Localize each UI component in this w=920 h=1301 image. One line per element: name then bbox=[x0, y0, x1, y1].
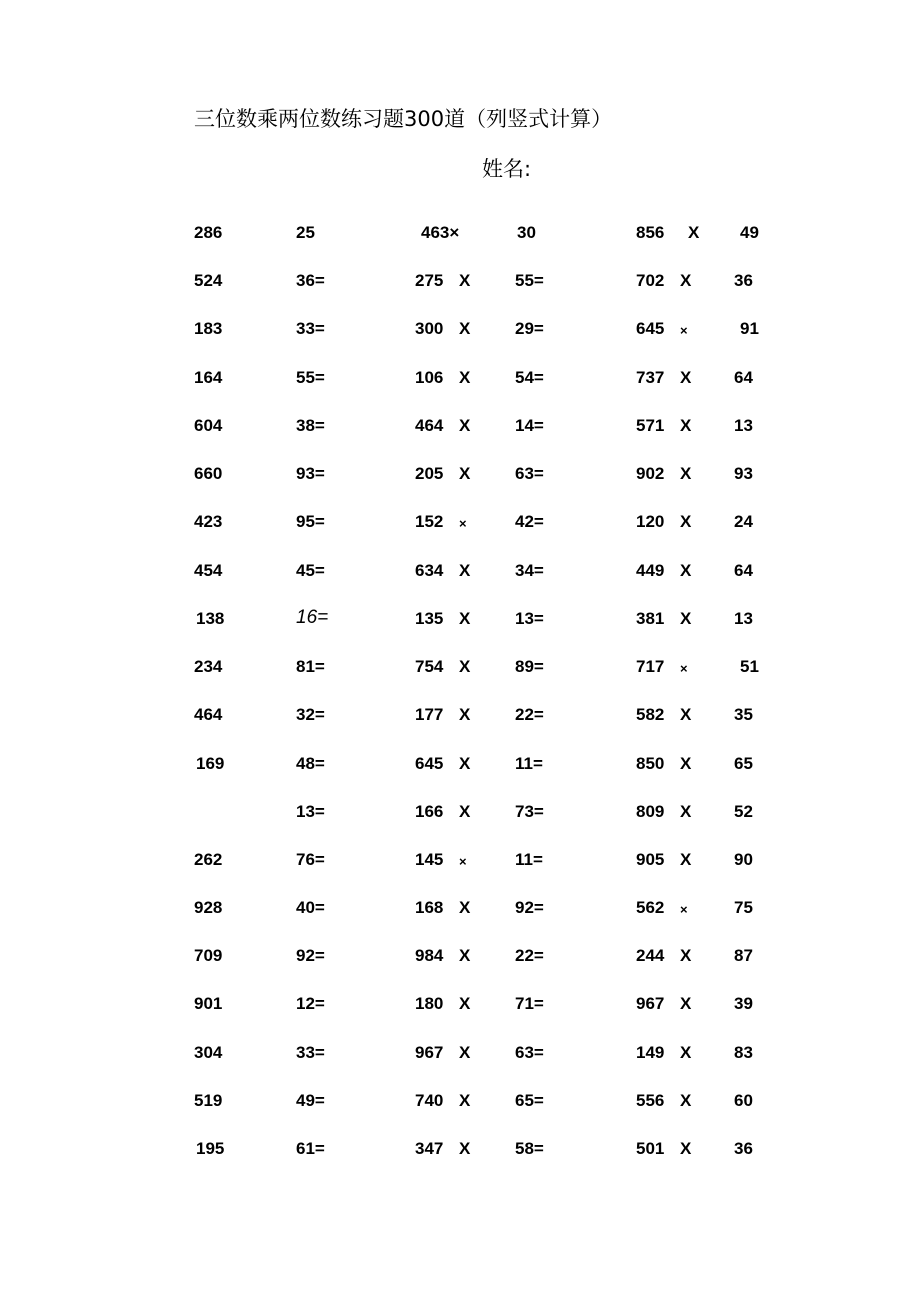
multiplier-1: 16= bbox=[296, 607, 329, 628]
multiplicand-1: 709 bbox=[194, 946, 223, 965]
multiplicand-1: 660 bbox=[194, 464, 223, 483]
multiplicand-1: 454 bbox=[194, 561, 223, 580]
multiplier-3: 83 bbox=[734, 1043, 753, 1062]
times-sign-2: X bbox=[459, 946, 471, 965]
multiplicand-3: 562 bbox=[636, 898, 665, 917]
multiplier-2: 11= bbox=[515, 754, 543, 773]
multiplicand-1: 464 bbox=[194, 705, 223, 724]
multiplier-2: 34= bbox=[515, 561, 544, 580]
times-sign-2: X bbox=[459, 416, 471, 435]
multiplier-3: 13 bbox=[734, 416, 753, 435]
times-sign-3: X bbox=[680, 416, 692, 435]
times-sign-3: X bbox=[688, 223, 700, 242]
multiplicand-3: 149 bbox=[636, 1043, 665, 1062]
name-label: 姓名: bbox=[482, 157, 532, 181]
multiplicand-3: 850 bbox=[636, 754, 665, 773]
multiplicand-1: 262 bbox=[194, 850, 223, 869]
times-sign-2: X bbox=[459, 802, 471, 821]
multiplier-2: 54= bbox=[515, 368, 544, 387]
times-sign-2: X bbox=[459, 1091, 471, 1110]
multiplicand-3: 645 bbox=[636, 319, 665, 338]
multiplicand-1: 519 bbox=[194, 1091, 223, 1110]
multiplier-3: 64 bbox=[734, 368, 753, 387]
multiplier-2: 71= bbox=[515, 994, 544, 1013]
multiplier-1: 92= bbox=[296, 946, 325, 965]
multiplicand-3: 902 bbox=[636, 464, 665, 483]
times-sign-2: X bbox=[459, 994, 471, 1013]
multiplicand-2: 168 bbox=[415, 898, 444, 917]
times-sign-2: X bbox=[459, 705, 471, 724]
times-sign-2: X bbox=[459, 561, 471, 580]
multiplier-1: 33= bbox=[296, 1043, 325, 1062]
multiplier-3: 60 bbox=[734, 1091, 753, 1110]
times-sign-2: X bbox=[459, 1043, 471, 1062]
times-sign-3: X bbox=[680, 850, 692, 869]
exercise-row bbox=[0, 319, 920, 349]
multiplicand-1: 138 bbox=[196, 609, 225, 628]
multiplicand-3: 244 bbox=[636, 946, 665, 965]
multiplier-3: 91 bbox=[740, 319, 759, 338]
times-sign-2: × bbox=[459, 854, 467, 869]
times-sign-2: X bbox=[459, 657, 471, 676]
times-sign-3: X bbox=[680, 464, 692, 483]
exercise-row bbox=[0, 1043, 920, 1073]
multiplier-3: 75 bbox=[734, 898, 753, 917]
multiplier-2: 29= bbox=[515, 319, 544, 338]
multiplicand-2: 205 bbox=[415, 464, 444, 483]
times-sign-2: X bbox=[459, 609, 471, 628]
times-sign-3: X bbox=[680, 1139, 692, 1158]
multiplier-2: 92= bbox=[515, 898, 544, 917]
times-sign-2: X bbox=[459, 898, 471, 917]
multiplicand-2: 967 bbox=[415, 1043, 444, 1062]
multiplicand-2: 177 bbox=[415, 705, 444, 724]
times-sign-2: X bbox=[459, 368, 471, 387]
multiplicand-2: 464 bbox=[415, 416, 444, 435]
multiplier-1: 13= bbox=[296, 802, 325, 821]
multiplicand-2: 463× bbox=[421, 223, 460, 242]
multiplicand-2: 145 bbox=[415, 850, 444, 869]
multiplier-3: 36 bbox=[734, 1139, 753, 1158]
multiplicand-2: 984 bbox=[415, 946, 444, 965]
multiplicand-1: 524 bbox=[194, 271, 223, 290]
times-sign-3: X bbox=[680, 802, 692, 821]
exercise-row bbox=[0, 1139, 920, 1169]
multiplicand-3: 582 bbox=[636, 705, 665, 724]
multiplicand-3: 501 bbox=[636, 1139, 665, 1158]
multiplicand-1: 183 bbox=[194, 319, 223, 338]
exercise-row bbox=[0, 609, 920, 639]
multiplier-2: 22= bbox=[515, 705, 544, 724]
multiplier-2: 63= bbox=[515, 464, 544, 483]
multiplier-2: 73= bbox=[515, 802, 544, 821]
multiplicand-1: 169 bbox=[196, 754, 225, 773]
multiplicand-2: 740 bbox=[415, 1091, 444, 1110]
multiplier-2: 13= bbox=[515, 609, 544, 628]
multiplier-3: 13 bbox=[734, 609, 753, 628]
multiplier-1: 12= bbox=[296, 994, 325, 1013]
times-sign-2: X bbox=[459, 1139, 471, 1158]
multiplicand-2: 347 bbox=[415, 1139, 444, 1158]
times-sign-3: X bbox=[680, 1043, 692, 1062]
times-sign-3: X bbox=[680, 561, 692, 580]
multiplier-3: 51 bbox=[740, 657, 759, 676]
multiplier-2: 65= bbox=[515, 1091, 544, 1110]
multiplier-1: 33= bbox=[296, 319, 325, 338]
multiplier-2: 89= bbox=[515, 657, 544, 676]
times-sign-3: X bbox=[680, 271, 692, 290]
multiplier-1: 81= bbox=[296, 657, 325, 676]
multiplier-1: 36= bbox=[296, 271, 325, 290]
exercise-row bbox=[0, 994, 920, 1024]
multiplier-1: 32= bbox=[296, 705, 325, 724]
multiplicand-2: 754 bbox=[415, 657, 444, 676]
multiplier-2: 55= bbox=[515, 271, 544, 290]
multiplicand-3: 809 bbox=[636, 802, 665, 821]
multiplicand-2: 645 bbox=[415, 754, 444, 773]
times-sign-3: X bbox=[680, 754, 692, 773]
multiplier-3: 24 bbox=[734, 512, 753, 531]
times-sign-2: X bbox=[459, 319, 471, 338]
times-sign-3: X bbox=[680, 1091, 692, 1110]
multiplicand-1: 286 bbox=[194, 223, 223, 242]
multiplicand-1: 164 bbox=[194, 368, 223, 387]
times-sign-3: × bbox=[680, 661, 688, 676]
exercise-row bbox=[0, 705, 920, 735]
multiplier-2: 14= bbox=[515, 416, 544, 435]
exercise-row bbox=[0, 946, 920, 976]
multiplicand-1: 195 bbox=[196, 1139, 225, 1158]
multiplicand-1: 234 bbox=[194, 657, 223, 676]
multiplicand-3: 120 bbox=[636, 512, 665, 531]
exercise-row bbox=[0, 464, 920, 494]
multiplier-3: 36 bbox=[734, 271, 753, 290]
multiplier-3: 35 bbox=[734, 705, 753, 724]
multiplier-1: 25 bbox=[296, 223, 315, 242]
multiplier-2: 63= bbox=[515, 1043, 544, 1062]
exercise-row bbox=[0, 561, 920, 591]
multiplier-1: 61= bbox=[296, 1139, 325, 1158]
multiplicand-3: 856 bbox=[636, 223, 665, 242]
multiplier-1: 48= bbox=[296, 754, 325, 773]
multiplicand-3: 381 bbox=[636, 609, 665, 628]
multiplicand-1: 304 bbox=[194, 1043, 223, 1062]
exercise-row bbox=[0, 271, 920, 301]
times-sign-2: X bbox=[459, 271, 471, 290]
exercise-row bbox=[0, 802, 920, 832]
multiplicand-3: 905 bbox=[636, 850, 665, 869]
times-sign-2: X bbox=[459, 754, 471, 773]
multiplicand-2: 152 bbox=[415, 512, 444, 531]
multiplier-1: 55= bbox=[296, 368, 325, 387]
multiplier-1: 49= bbox=[296, 1091, 325, 1110]
multiplier-2: 30 bbox=[517, 223, 536, 242]
multiplicand-3: 717 bbox=[636, 657, 665, 676]
multiplicand-3: 702 bbox=[636, 271, 665, 290]
multiplier-1: 93= bbox=[296, 464, 325, 483]
multiplier-3: 65 bbox=[734, 754, 753, 773]
multiplier-2: 11= bbox=[515, 850, 543, 869]
exercise-row bbox=[0, 657, 920, 687]
exercise-row bbox=[0, 898, 920, 928]
times-sign-3: X bbox=[680, 705, 692, 724]
multiplier-3: 93 bbox=[734, 464, 753, 483]
multiplicand-3: 967 bbox=[636, 994, 665, 1013]
multiplicand-2: 300 bbox=[415, 319, 444, 338]
multiplicand-2: 275 bbox=[415, 271, 444, 290]
multiplier-3: 49 bbox=[740, 223, 759, 242]
multiplicand-3: 571 bbox=[636, 416, 665, 435]
times-sign-3: X bbox=[680, 609, 692, 628]
multiplicand-1: 928 bbox=[194, 898, 223, 917]
multiplier-2: 58= bbox=[515, 1139, 544, 1158]
multiplier-2: 22= bbox=[515, 946, 544, 965]
multiplicand-2: 634 bbox=[415, 561, 444, 580]
exercise-row bbox=[0, 416, 920, 446]
multiplicand-2: 180 bbox=[415, 994, 444, 1013]
multiplicand-1: 901 bbox=[194, 994, 223, 1013]
exercise-row bbox=[0, 1091, 920, 1121]
multiplier-1: 76= bbox=[296, 850, 325, 869]
exercise-row bbox=[0, 754, 920, 784]
multiplicand-2: 106 bbox=[415, 368, 444, 387]
multiplicand-1: 604 bbox=[194, 416, 223, 435]
multiplier-1: 40= bbox=[296, 898, 325, 917]
times-sign-3: X bbox=[680, 946, 692, 965]
multiplicand-1: 423 bbox=[194, 512, 223, 531]
multiplier-1: 95= bbox=[296, 512, 325, 531]
multiplicand-3: 449 bbox=[636, 561, 665, 580]
multiplier-3: 90 bbox=[734, 850, 753, 869]
multiplier-1: 45= bbox=[296, 561, 325, 580]
multiplier-3: 39 bbox=[734, 994, 753, 1013]
multiplicand-2: 135 bbox=[415, 609, 444, 628]
multiplier-2: 42= bbox=[515, 512, 544, 531]
multiplicand-2: 166 bbox=[415, 802, 444, 821]
multiplier-1: 38= bbox=[296, 416, 325, 435]
times-sign-3: X bbox=[680, 512, 692, 531]
multiplicand-3: 737 bbox=[636, 368, 665, 387]
exercise-row bbox=[0, 512, 920, 542]
multiplier-3: 64 bbox=[734, 561, 753, 580]
exercise-row bbox=[0, 368, 920, 398]
multiplicand-3: 556 bbox=[636, 1091, 665, 1110]
times-sign-3: X bbox=[680, 994, 692, 1013]
exercise-row bbox=[0, 850, 920, 880]
exercise-row bbox=[0, 223, 920, 253]
times-sign-2: × bbox=[459, 516, 467, 531]
times-sign-3: × bbox=[680, 902, 688, 917]
multiplier-3: 87 bbox=[734, 946, 753, 965]
page-title: 三位数乘两位数练习题300道（列竖式计算） bbox=[194, 107, 613, 131]
multiplier-3: 52 bbox=[734, 802, 753, 821]
times-sign-3: × bbox=[680, 323, 688, 338]
times-sign-2: X bbox=[459, 464, 471, 483]
times-sign-3: X bbox=[680, 368, 692, 387]
